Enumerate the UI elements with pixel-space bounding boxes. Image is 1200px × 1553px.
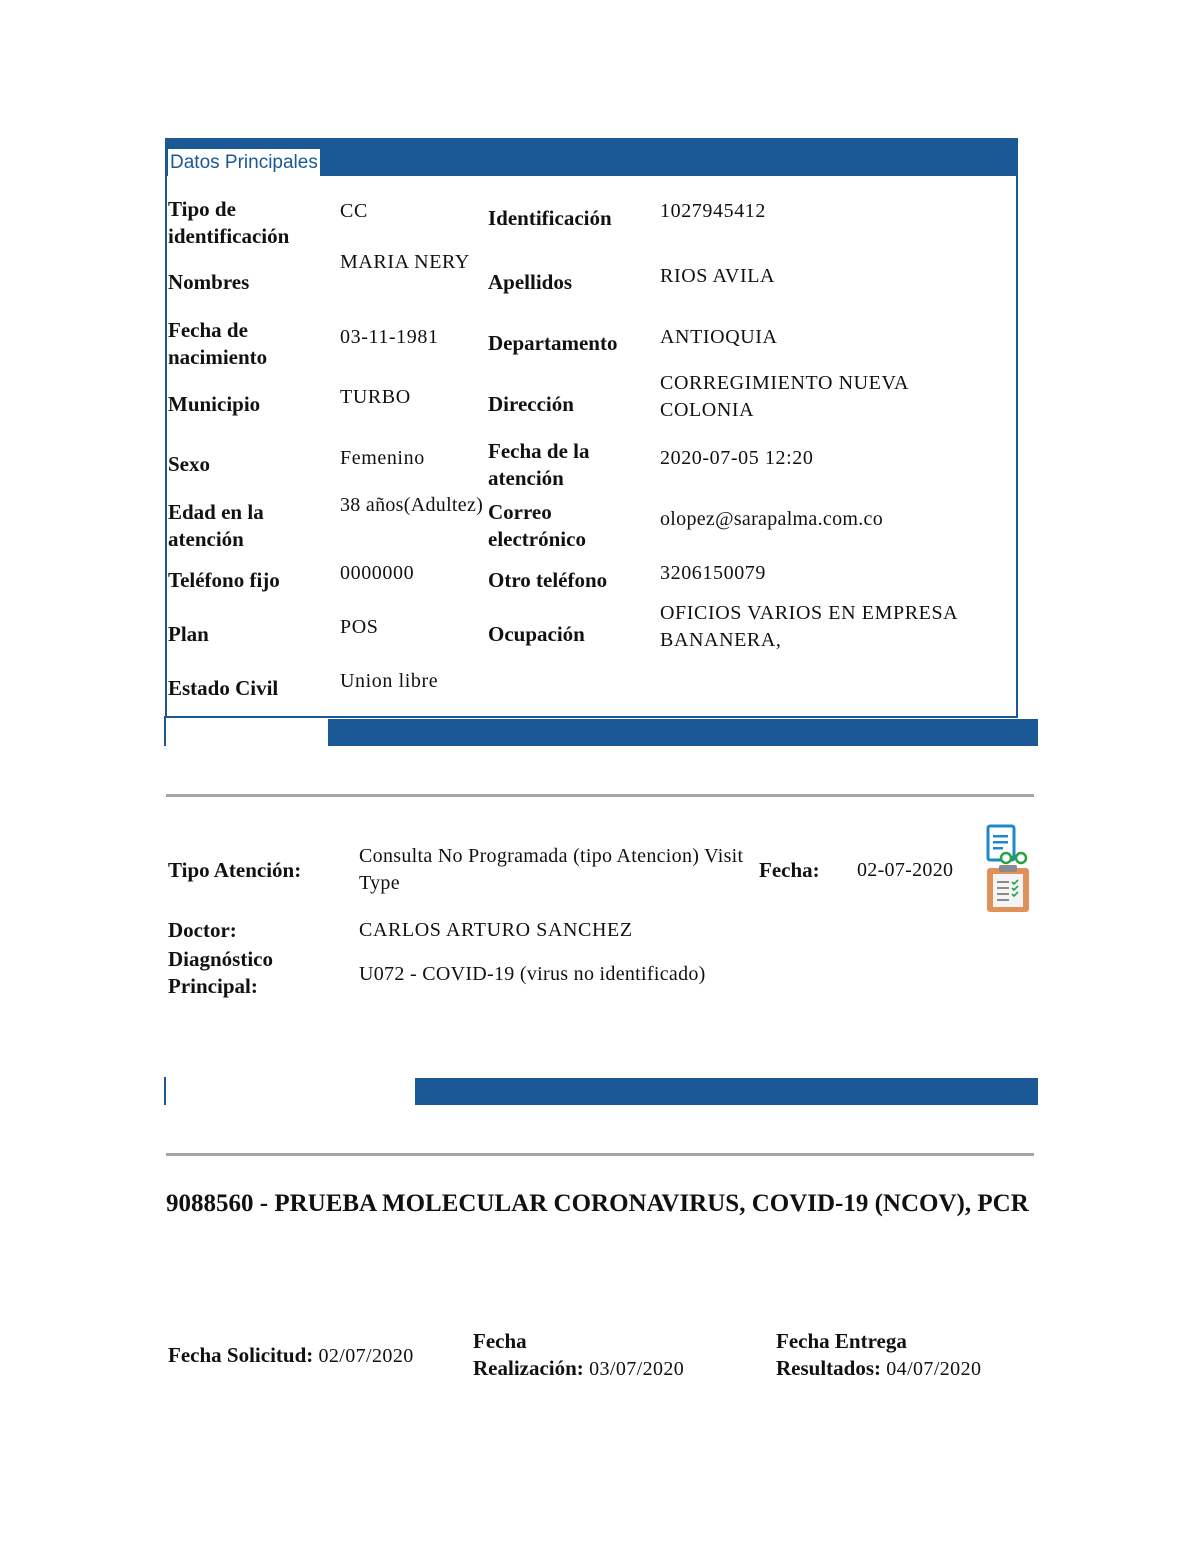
diagnostico-principal-value: U072 - COVID-19 (virus no identificado) [359, 963, 706, 985]
fecha-entrega-label-2: Resultados: [776, 1356, 882, 1380]
estado-civil-value: Union libre [340, 670, 439, 692]
divider-line [166, 794, 1034, 797]
direccion-value: CORREGIMIENTO NUEVA COLONIA [660, 372, 908, 421]
estado-civil-label: Estado Civil [168, 676, 279, 700]
fecha-solicitud-value: 02/07/2020 [318, 1345, 414, 1367]
fecha-nacimiento-label: Fecha de nacimiento [168, 318, 268, 369]
section-bar [415, 1078, 1038, 1105]
identificacion-value: 1027945412 [660, 200, 766, 222]
plan-value: POS [340, 616, 379, 638]
fecha-solicitud [168, 1342, 468, 1370]
departamento-label: Departamento [488, 331, 618, 355]
fecha-entrega-value: 04/07/2020 [886, 1358, 982, 1380]
fecha-atencion-label: Fecha de la atención [488, 439, 590, 490]
edad-atencion-value: 38 años(Adultez) [340, 494, 484, 516]
otro-telefono-value: 3206150079 [660, 562, 766, 584]
doctor-value: CARLOS ARTURO SANCHEZ [359, 919, 633, 941]
municipio-label: Municipio [168, 392, 261, 416]
fecha-atencion-resumen-value: 02-07-2020 [857, 859, 954, 881]
edad-atencion-label: Edad en la atención [168, 500, 264, 551]
tipo-identificacion-label: Tipo de identificación [168, 197, 290, 248]
sexo-label: Sexo [168, 452, 210, 476]
telefono-fijo-label: Teléfono fijo [168, 568, 280, 592]
apellidos-value: RIOS AVILA [660, 265, 776, 287]
otro-telefono-label: Otro teléfono [488, 568, 608, 592]
nombres-label: Nombres [168, 270, 250, 294]
diagnostico-principal-label: Diagnóstico Principal: [168, 947, 273, 998]
fecha-solicitud-label: Fecha Solicitud: [168, 1343, 314, 1367]
municipio-value: TURBO [340, 386, 411, 408]
section-tick [164, 1077, 166, 1105]
telefono-fijo-value: 0000000 [340, 562, 415, 584]
tipo-atencion-value: Consulta No Programada (tipo Atencion) Visit Type [359, 845, 744, 894]
fecha-atencion-resumen-label: Fecha: [759, 858, 820, 882]
identificacion-label: Identificación [488, 206, 612, 230]
fecha-realizacion [473, 1328, 763, 1383]
nombres-value: MARIA NERY [340, 251, 470, 273]
fecha-entrega [776, 1328, 1066, 1383]
correo-electronico-value: olopez@sarapalma.com.co [660, 508, 884, 530]
departamento-value: ANTIOQUIA [660, 326, 778, 348]
ocupacion-label: Ocupación [488, 622, 585, 646]
tipo-atencion-label: Tipo Atención: [168, 858, 302, 882]
correo-electronico-label: Correo electrónico [488, 500, 586, 551]
tipo-identificacion-value: CC [340, 200, 368, 222]
fecha-realizacion-value: 03/07/2020 [589, 1358, 685, 1380]
datos-principales-title: Datos Principales [168, 149, 320, 176]
plan-label: Plan [168, 622, 209, 646]
section-tick [164, 716, 166, 746]
direccion-label: Dirección [488, 392, 574, 416]
sexo-value: Femenino [340, 447, 425, 469]
fecha-realizacion-label: Fecha [473, 1329, 527, 1353]
ocupacion-value: OFICIOS VARIOS EN EMPRESA BANANERA, [660, 602, 958, 651]
fecha-atencion-value: 2020-07-05 12:20 [660, 447, 814, 469]
fecha-realizacion-label-2: Realización: [473, 1356, 584, 1380]
prueba-title: 9088560 - PRUEBA MOLECULAR CORONAVIRUS, COVID-19 (NCOV), PCR [166, 1190, 1029, 1217]
apellidos-label: Apellidos [488, 270, 573, 294]
fecha-nacimiento-value: 03-11-1981 [340, 326, 439, 348]
doctor-label: Doctor: [168, 918, 237, 942]
divider-line [166, 1153, 1034, 1156]
medical-report-icon [984, 824, 1034, 914]
fecha-entrega-label: Fecha Entrega [776, 1329, 907, 1353]
section-bar [328, 719, 1038, 746]
